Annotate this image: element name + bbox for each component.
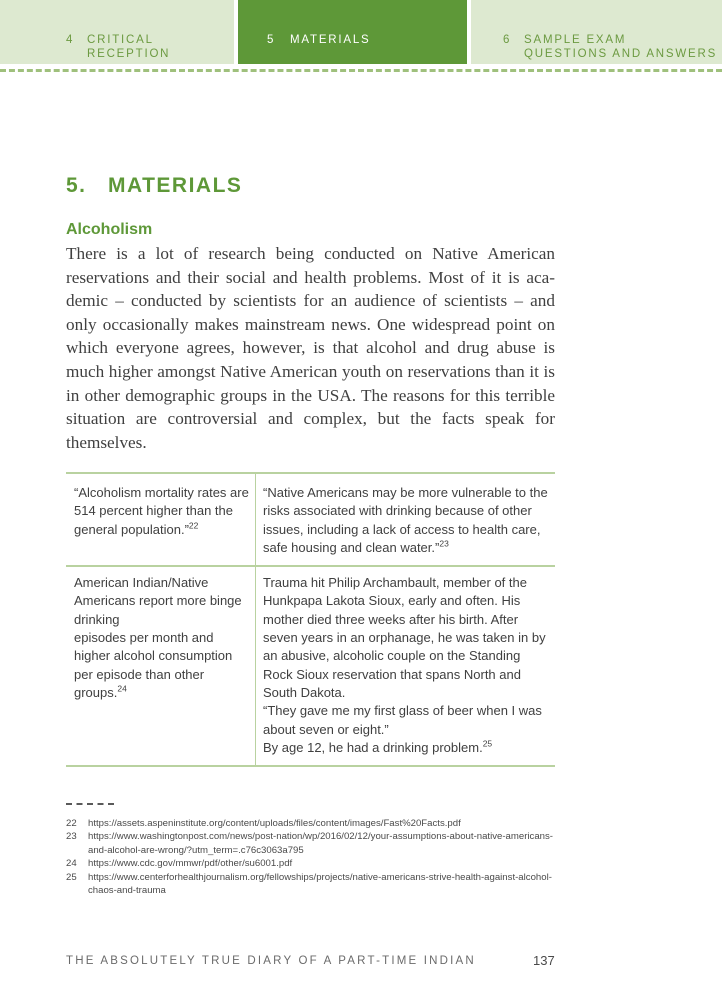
footnote-ref[interactable]: 24 xyxy=(117,683,127,694)
footnote-ref[interactable]: 25 xyxy=(482,738,493,749)
tab-critical-reception[interactable] xyxy=(0,0,234,64)
footnote-link[interactable]: https://www.washingtonpost.com/news/post-nation/wp/2016/02/12/your-assumptions-about-native-americans-and-alcohol-are-wrong/?utm_term=.c76c3063a795 xyxy=(88,831,554,856)
tab-number: 6 xyxy=(503,34,512,46)
footnote-number: 22 xyxy=(66,818,77,829)
page-number: 137 xyxy=(533,953,555,968)
table-cell: Trauma hit Philip Archambault, member of the Hunkpapa Lakota Sioux, early and often. His mother died three weeks after his birth. After seven years in an orphanage, he was taken in by an abusive, alcoholic couple on the Standing Rock Sioux reservation that spans North and South Dakota. “They gave me my first glass of beer when I was about seven or eight.” By age 12, he had a drinking problem.$^{25}$ xyxy=(263,575,546,755)
footnote-link[interactable]: https://assets.aspeninstitute.org/content/uploads/files/content/images/Fast%20Facts.pdf xyxy=(88,818,461,829)
tab-number: 4 xyxy=(66,34,75,46)
tab-sample-exam[interactable] xyxy=(471,0,722,64)
footnote-link[interactable]: https://www.centerforhealthjournalism.org/fellowships/projects/native-americans-strive-health-against-alcohol-chaos-and-trauma xyxy=(88,871,552,897)
chapter-tab-bar xyxy=(0,0,722,64)
footnote-ref[interactable]: 23 xyxy=(439,538,449,549)
footnote-divider xyxy=(66,803,114,805)
tab-label: SAMPLE EXAM QUESTIONS AND ANSWERS xyxy=(524,34,718,60)
table-cell: American Indian/Native Americans report more binge drinking episodes per month and higher alcohol consumption per episode than other groups.$^{24}$ xyxy=(66,567,256,765)
tab-label: MATERIALS xyxy=(290,34,371,46)
footnote-number: 25 xyxy=(66,871,77,883)
table-row xyxy=(66,565,555,765)
table-cell: “Alcoholism mortality rates are 514 percent higher than the general population.”$^{22}$ xyxy=(66,474,256,565)
footnote-number: 24 xyxy=(66,858,77,870)
tab-materials[interactable] xyxy=(238,0,467,64)
table-cell: “Native Americans may be more vulnerable to the risks associated with drinking because of other issues, including a lack of access to health care, safe housing and clean water.”$^{23}$ xyxy=(263,485,548,555)
section-number: 5. xyxy=(66,174,87,197)
tab-label: CRITICAL RECEPTION xyxy=(87,34,171,60)
footnote-item xyxy=(66,817,556,830)
footnote-item xyxy=(66,830,556,857)
footnote-link[interactable]: https://www.cdc.gov/mmwr/pdf/other/su6001.pdf xyxy=(88,858,293,870)
footnote-number: 23 xyxy=(66,831,77,843)
facts-table xyxy=(66,472,555,767)
table-row xyxy=(66,474,555,565)
section-heading xyxy=(66,174,242,198)
header-dashed-divider xyxy=(0,69,722,72)
body-paragraph: There is a lot of research being conducted on Native American reservations and their social and health problems. Most of it is academic – conducted by scientists for an audience of scientists – and only occasionally makes mainstream news. One widespread point on which everyone agrees, however, is that alcohol and drug abuse is much higher amongst Native American youth on reservations than it is in other demographic groups in the USA. The reasons for this terrible situation are controversial and complex, but the facts speak for themselves. xyxy=(66,244,555,452)
section-title: MATERIALS xyxy=(108,174,243,197)
footnote-item xyxy=(66,871,556,898)
book-title-footer: THE ABSOLUTELY TRUE DIARY OF A PART-TIME INDIAN xyxy=(66,955,476,967)
subheading: Alcoholism xyxy=(66,221,153,238)
footnote-ref[interactable]: 22 xyxy=(188,520,199,531)
footnote-item xyxy=(66,857,556,870)
footnotes xyxy=(66,817,556,897)
tab-number: 5 xyxy=(267,34,276,46)
